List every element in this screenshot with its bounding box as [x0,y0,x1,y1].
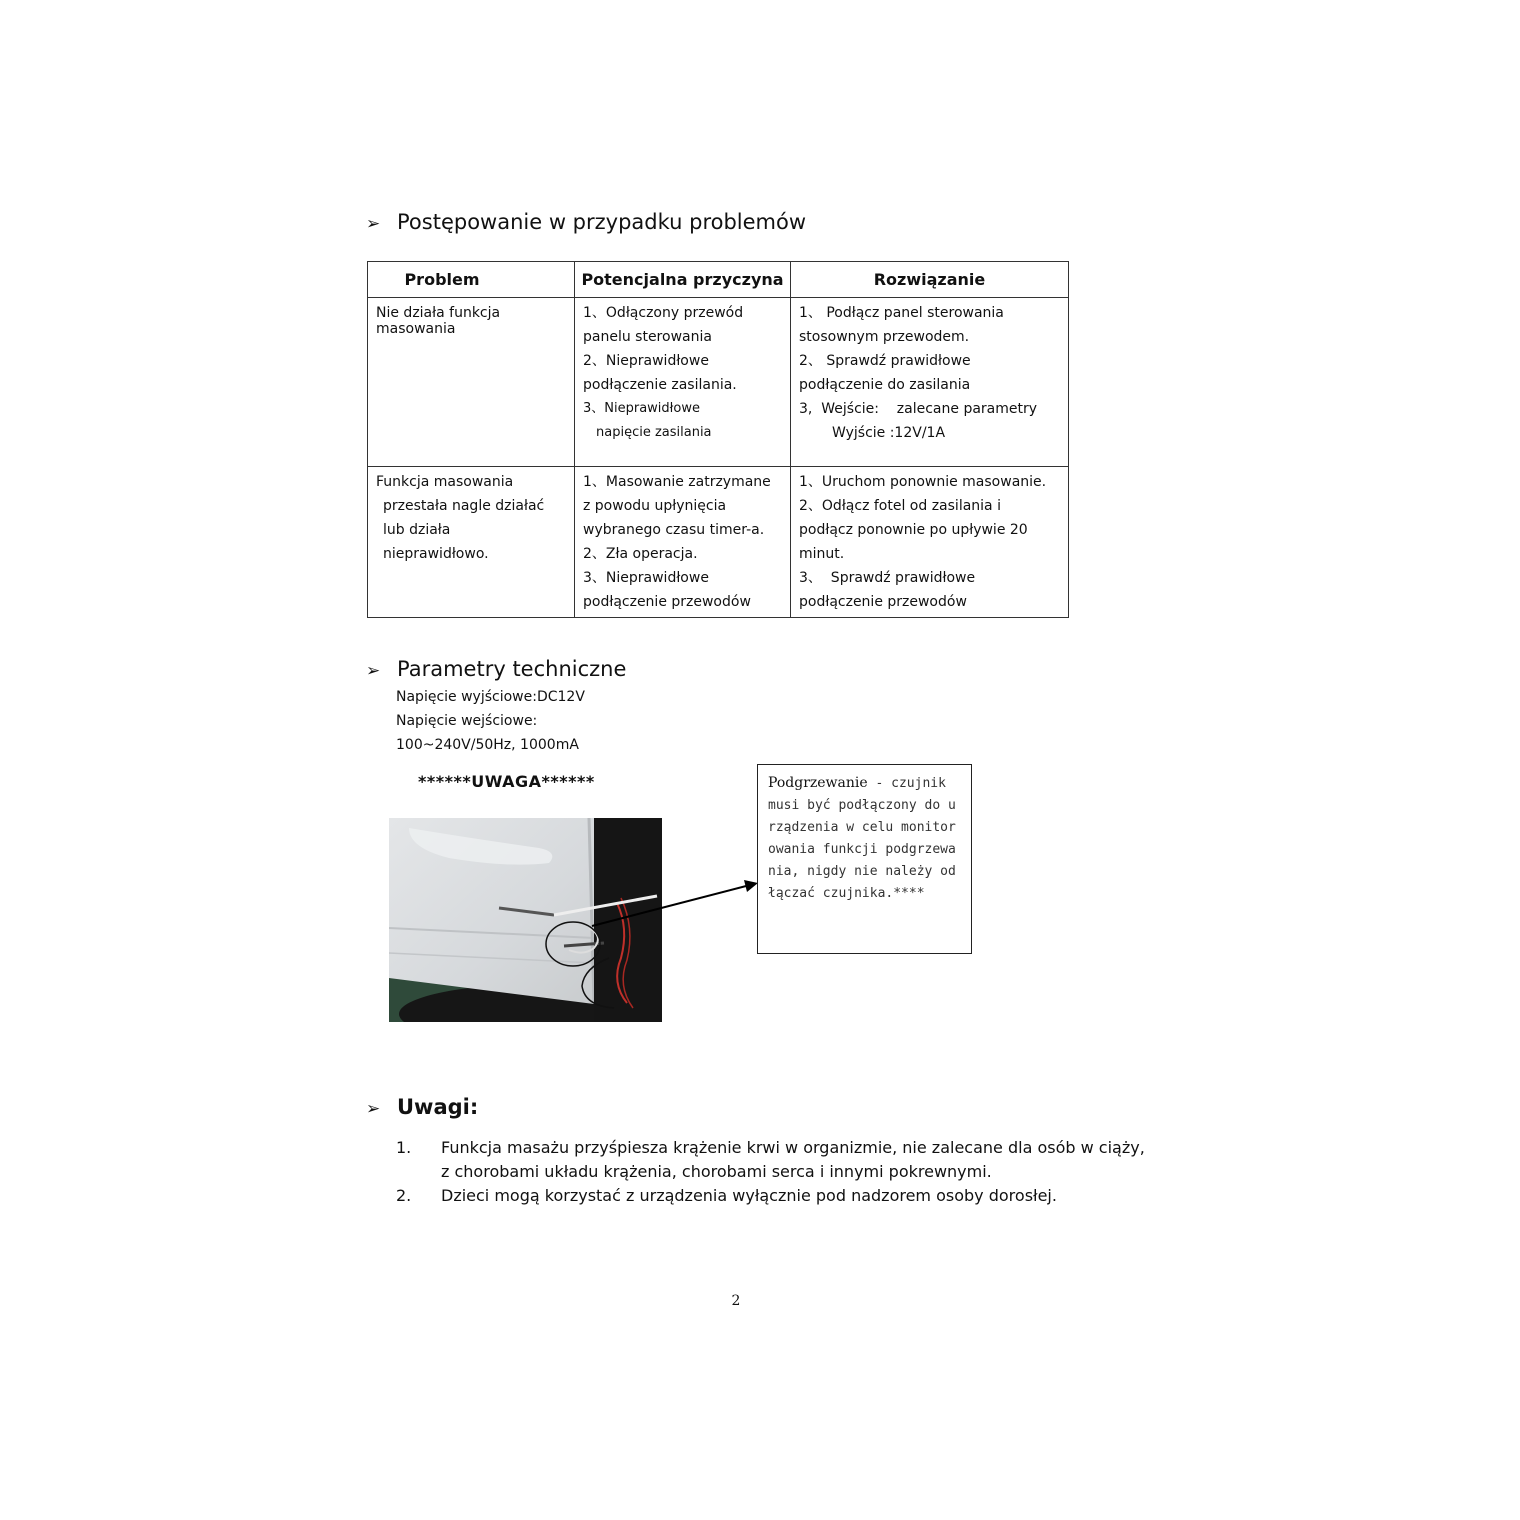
parameter-line: Napięcie wejściowe: [396,713,538,729]
table-cell-solution [791,298,1069,467]
table-cell-solution [791,467,1069,618]
table-row [368,467,1069,618]
column-header-label: Problem [404,270,480,289]
solution-line: Wyjście :12V/1A [832,425,946,441]
parameter-line: Napięcie wyjściowe:DC12V [396,689,585,705]
list-item [396,1136,1161,1184]
table-row [368,298,1069,467]
solution-line: 2、Odłącz fotel od zasilania i [799,498,1001,514]
troubleshooting-table [367,261,1069,618]
problem-text: Nie działa funkcja masowania [376,305,501,337]
heating-sensor-note [757,764,972,954]
table-header-row [368,262,1069,298]
section-heading-troubleshooting [366,210,806,234]
cause-line: 3、Nieprawidłowe [583,570,709,586]
solution-line: podłączenie przewodów [799,594,967,610]
parameter-line: 100~240V/50Hz, 1000mA [396,737,579,753]
solution-line: 1、 Podłącz panel sterowania [799,305,1004,321]
arrow-bullet-icon: ➢ [366,214,381,234]
arrow-bullet-icon: ➢ [366,1099,381,1119]
cause-line: napięcie zasilania [596,425,712,440]
cause-line: panelu sterowania [583,329,712,345]
cause-line: 2、Zła operacja. [583,546,698,562]
note-lead: Podgrzewanie [768,775,868,791]
column-header-label: Rozwiązanie [873,270,986,289]
note-text: - czujnik musi być podłączony do urządzenia w celu monitorowania funkcji podgrzewania, nigdy nie należy odłączać czujnika.**** [768,776,956,901]
solution-line: minut. [799,546,845,562]
problem-line: Funkcja masowania [376,474,514,490]
section-title: Uwagi: [397,1095,479,1119]
list-item [396,1184,1161,1208]
section-heading-notes [366,1095,478,1119]
list-text-line: Funkcja masażu przyśpiesza krążenie krwi w organizmie, nie zalecane dla osób w ciąży, [441,1138,1145,1157]
cause-line: 2、Nieprawidłowe [583,353,709,369]
cause-line: podłączenie przewodów [583,594,751,610]
table-cell-problem [368,467,575,618]
cause-line: z powodu upłynięcia [583,498,727,514]
solution-line: 2、 Sprawdź prawidłowe [799,353,971,369]
pointer-arrow [590,876,762,932]
solution-line: stosownym przewodem. [799,329,970,345]
column-header-solution [791,262,1069,298]
warning-label: ******UWAGA****** [418,772,595,791]
list-text-line: Dzieci mogą korzystać z urządzenia wyłącznie pod nadzorem osoby dorosłej. [441,1186,1057,1205]
table-cell-cause [575,467,791,618]
section-heading-technical-parameters [366,657,626,681]
cause-line: wybranego czasu timer-a. [583,522,765,538]
solution-line: 1、Uruchom ponownie masowanie. [799,474,1047,490]
list-number: 2. [396,1186,412,1205]
arrow-bullet-icon: ➢ [366,661,381,681]
problem-line: lub działa [383,522,451,538]
list-text-line: z chorobami układu krążenia, chorobami serca i innymi pokrewnymi. [441,1162,992,1181]
cause-line: 3、Nieprawidłowe [583,401,700,416]
solution-line: podłącz ponownie po upływie 20 [799,522,1028,538]
table-cell-cause [575,298,791,467]
cause-line: 1、Masowanie zatrzymane [583,474,771,490]
section-title: Parametry techniczne [397,657,627,681]
problem-line: nieprawidłowo. [383,546,489,562]
section-title: Postępowanie w przypadku problemów [397,210,807,234]
solution-line: podłączenie do zasilania [799,377,971,393]
solution-line: 3, Wejście: zalecane parametry [799,401,1038,417]
table-cell-problem [368,298,575,467]
column-header-label: Potencjalna przyczyna [581,270,784,289]
page-number: 2 [731,1293,741,1309]
list-number: 1. [396,1138,412,1157]
cause-line: podłączenie zasilania. [583,377,737,393]
column-header-problem [368,262,575,298]
column-header-cause [575,262,791,298]
problem-line: przestała nagle działać [383,498,545,514]
solution-line: 3、 Sprawdź prawidłowe [799,570,976,586]
cause-line: 1、Odłączony przewód [583,305,744,321]
notes-list [396,1136,1161,1208]
